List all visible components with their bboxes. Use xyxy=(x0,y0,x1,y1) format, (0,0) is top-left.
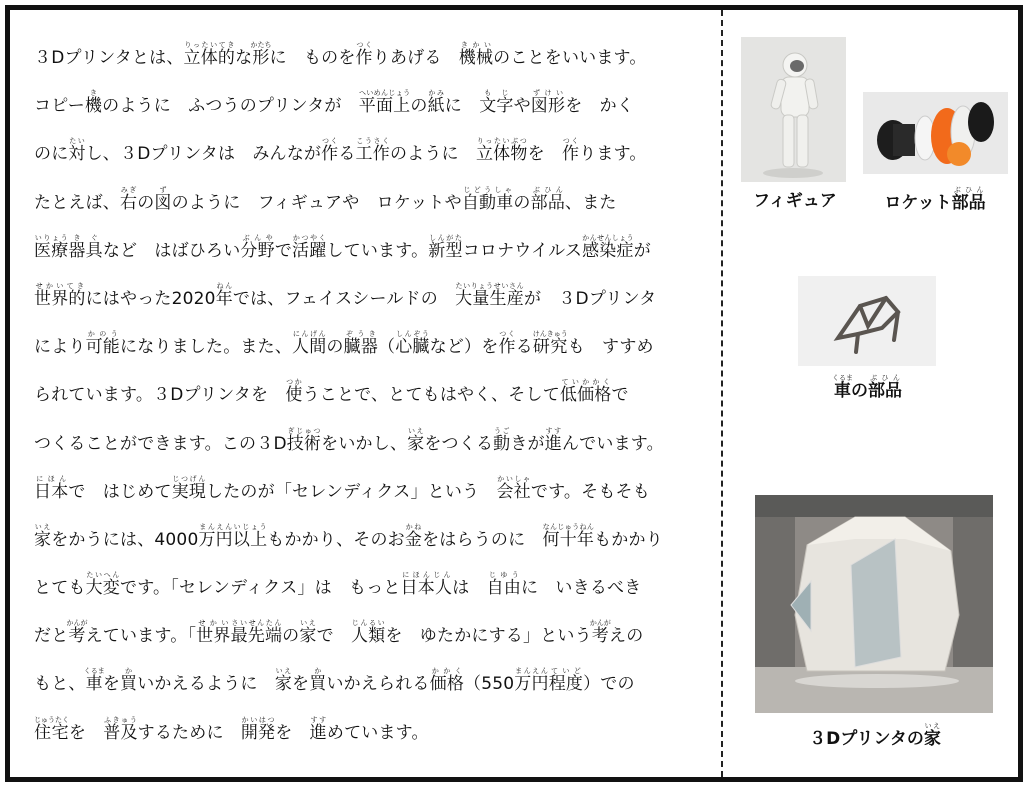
furigana-word: 新型しんがた xyxy=(428,233,463,261)
text-line: 家いえをかうには、4000万円まんえん以上いじょうもかかり、そのお金かねをはらうのに 何十年なんじゅうねんもかかり xyxy=(34,522,663,550)
furigana-word: 文字もじ xyxy=(479,89,514,117)
furigana-word: 部品ぶひん xyxy=(530,185,566,213)
car-part-caption: 車くるまの部品ぶひん xyxy=(832,374,902,401)
furigana-word: 家いえ xyxy=(34,522,52,550)
worksheet-frame xyxy=(5,5,1023,782)
body-text xyxy=(34,36,706,759)
furigana-word: 世界せかい xyxy=(196,619,231,647)
furigana-word: 心臓しんぞう xyxy=(395,330,430,358)
furigana-word: 価格かかく xyxy=(429,667,465,695)
furigana-word: 作つく xyxy=(355,41,373,68)
furigana-word: 分野ぶんや xyxy=(240,233,275,261)
furigana-word: 平面上へいめんじょう xyxy=(358,89,411,117)
furigana-word: 動うご xyxy=(493,426,511,454)
furigana-word: 買か xyxy=(120,667,138,695)
figure-caption: フィギュア xyxy=(753,191,837,211)
furigana-word: 万円まんえん xyxy=(198,522,233,550)
furigana-word: 対たい xyxy=(68,137,86,165)
furigana-word: 考かんが xyxy=(66,619,88,647)
text-line: コピー機きのように ふつうのプリンタが 平面上へいめんじょうの紙かみに 文字もじや図形ずけいを かく xyxy=(34,89,635,117)
text-line: 世界的せかいてきにはやった2020年ねんでは、フェイスシールドの 大量生産たいりょうせいさんが ３Dプリンタ xyxy=(34,281,657,309)
furigana-word: 図形ずけい xyxy=(530,89,566,117)
furigana-word: 人間にんげん xyxy=(292,330,327,358)
furigana-word: 機き xyxy=(84,89,103,117)
text-line: のに対たいし、３Dプリンタは みんなが作つくる工作こうさくのように 立体物りったいぶつを 作つくります。 xyxy=(34,137,647,165)
furigana-word: 車くるま xyxy=(832,374,853,401)
dashed-divider xyxy=(721,10,723,777)
furigana-word: 程度ていど xyxy=(548,667,584,695)
furigana-word: 大量生産たいりょうせいさん xyxy=(455,281,524,309)
furigana-word: 作つく xyxy=(498,330,516,358)
furigana-word: 住宅じゅうたく xyxy=(34,715,69,743)
furigana-word: 使つか xyxy=(285,378,303,406)
furigana-word: 車くるま xyxy=(83,667,105,695)
house-photo xyxy=(755,495,993,713)
furigana-word: 活躍かつやく xyxy=(292,233,327,261)
furigana-word: 何十年なんじゅうねん xyxy=(542,522,595,550)
furigana-word: 日本にほん xyxy=(34,474,69,502)
furigana-word: 自由じゆう xyxy=(486,571,522,599)
furigana-word: 研究けんきゅう xyxy=(532,330,568,358)
furigana-word: 進すす xyxy=(544,426,562,454)
furigana-word: 最先端さいせんたん xyxy=(230,619,283,647)
text-line: だと考かんがえています。「世界せかい最先端さいせんたんの家いえで 人類じんるいを ゆたかにする」という考かんがえの xyxy=(34,619,644,647)
furigana-word: 感染症かんせんしょう xyxy=(582,233,634,261)
text-line: とても大変たいへんです。「セレンディクス」は もっと日本人にほんじんは 自由じゆうに いきるべき xyxy=(34,571,642,599)
furigana-word: 図ず xyxy=(154,185,172,213)
text-line: 医療いりょう器具きぐなど はばひろい分野ぶんやで活躍かつやくしています。新型しんがたコロナウイルス感染症かんせんしょうが xyxy=(34,233,651,261)
furigana-word: 医療いりょう xyxy=(34,233,69,261)
furigana-word: 家いえ xyxy=(274,667,293,695)
furigana-word: 立体物りったいぶつ xyxy=(475,137,528,165)
text-line: 住宅じゅうたくを 普及ふきゅうするために 開発かいはつを 進すすめています。 xyxy=(34,715,429,743)
text-line: つくることができます。この３D技術ぎじゅつをいかし、家いえをつくる動うごきが進すすんでいます。 xyxy=(34,426,664,454)
furigana-word: 技術ぎじゅつ xyxy=(286,426,322,454)
furigana-word: 器具きぐ xyxy=(68,233,103,261)
furigana-word: 作つく xyxy=(561,137,580,165)
text-line: られています。３Dプリンタを 使つかうことで、とてもはやく、そして低価格ていかかくで xyxy=(34,378,629,406)
furigana-word: 低価格ていかかく xyxy=(559,378,612,406)
furigana-word: 紙かみ xyxy=(427,89,445,117)
furigana-word: 機械きかい xyxy=(458,41,494,68)
furigana-word: 可能かのう xyxy=(85,330,121,358)
furigana-word: 立体的りったいてき xyxy=(183,41,236,68)
furigana-word: 金かね xyxy=(404,522,423,550)
furigana-word: 家いえ xyxy=(299,619,317,647)
furigana-word: 大変たいへん xyxy=(85,571,121,599)
furigana-word: 買か xyxy=(309,667,327,695)
furigana-word: 開発かいはつ xyxy=(240,715,276,743)
furigana-word: 世界的せかいてき xyxy=(34,281,86,309)
car-part-photo xyxy=(798,276,936,366)
rocket-part-photo xyxy=(863,92,1008,174)
furigana-word: 家いえ xyxy=(923,722,941,749)
text-line: たとえば、右みぎの図ずのように フィギュアや ロケットや自動車じどうしゃの部品ぶひん、また xyxy=(34,185,617,213)
furigana-word: 年ねん xyxy=(215,281,233,309)
furigana-word: 工作こうさく xyxy=(355,137,390,165)
furigana-word: 人類じんるい xyxy=(350,619,386,647)
furigana-word: 進すす xyxy=(309,715,327,743)
text-line: もと、車くるまを買かいかえるように 家いえを買かいかえられる価格かかく（550万円まんえん程度ていど）での xyxy=(34,667,635,695)
furigana-word: 実現じつげん xyxy=(171,474,207,502)
rocket-part-caption: ロケット部品ぶひん xyxy=(884,186,986,213)
text-line: ３Dプリンタとは、立体的りったいてきな形かたちに ものを作つくりあげる 機械きかいのことをいいます。 xyxy=(34,41,647,68)
furigana-word: 以上いじょう xyxy=(232,522,268,550)
text-line: により可能かのうになりました。また、人間にんげんの臓器ぞうき（心臓しんぞうなど）を作つくる研究けんきゅうも すすめ xyxy=(34,330,654,358)
furigana-word: 会社かいしゃ xyxy=(496,474,531,502)
furigana-word: 自動車じどうしゃ xyxy=(461,185,514,213)
furigana-word: 万円まんえん xyxy=(514,667,549,695)
furigana-word: 日本人にほんじん xyxy=(400,571,453,599)
furigana-word: 部品ぶひん xyxy=(951,186,986,213)
furigana-word: 臓器ぞうき xyxy=(343,330,379,358)
house-caption: ３Dプリンタの家いえ xyxy=(809,722,941,749)
furigana-word: 部品ぶひん xyxy=(868,374,902,401)
text-line: 日本にほんで はじめて実現じつげんしたのが「セレンディクス」という 会社かいしゃです。そもそも xyxy=(34,474,650,502)
furigana-word: 家いえ xyxy=(407,426,425,454)
furigana-word: 作つく xyxy=(321,137,339,165)
furigana-word: 右みぎ xyxy=(120,185,138,213)
furigana-word: 形かたち xyxy=(250,41,272,68)
figure-photo xyxy=(741,37,846,182)
furigana-word: 考かんが xyxy=(589,619,611,647)
furigana-word: 普及ふきゅう xyxy=(103,715,138,743)
